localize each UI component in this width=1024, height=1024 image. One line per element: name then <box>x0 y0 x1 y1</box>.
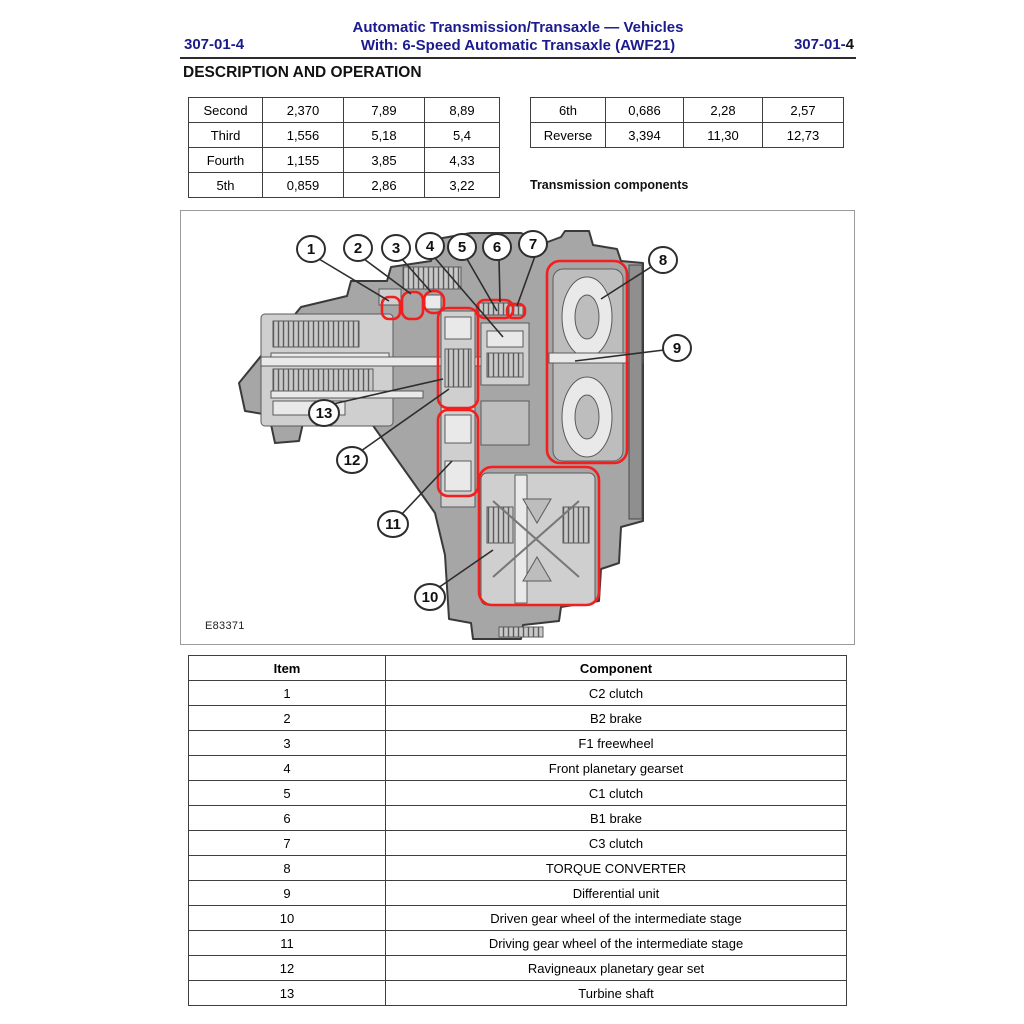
figure-id: E83371 <box>205 620 245 632</box>
table-cell: 0,859 <box>263 173 344 198</box>
callout-5 <box>448 234 476 260</box>
svg-text:12: 12 <box>343 452 361 469</box>
table-cell: 1,155 <box>263 148 344 173</box>
document-title <box>262 19 774 54</box>
table-cell: Reverse <box>531 123 606 148</box>
callout-9 <box>663 335 691 361</box>
table-cell: 2,57 <box>763 98 844 123</box>
svg-text:3: 3 <box>391 240 401 257</box>
table-cell: 8 <box>189 856 386 881</box>
figure-caption: Transmission components <box>530 178 689 192</box>
table-cell: Ravigneaux planetary gear set <box>386 956 847 981</box>
leader-6 <box>499 259 500 302</box>
svg-text:13: 13 <box>315 405 333 422</box>
table-row <box>189 881 847 906</box>
svg-text:10: 10 <box>421 589 439 606</box>
table-cell: 9 <box>189 881 386 906</box>
table-cell: 5,18 <box>344 123 425 148</box>
table-cell: Third <box>189 123 263 148</box>
svg-text:1: 1 <box>306 241 316 258</box>
callout-10 <box>415 584 445 610</box>
table-cell: 4 <box>189 756 386 781</box>
table-cell: Fourth <box>189 148 263 173</box>
figure-frame <box>180 210 855 645</box>
table-row <box>189 98 500 123</box>
table-row <box>189 706 847 731</box>
svg-text:4: 4 <box>425 238 435 255</box>
callout-12 <box>337 447 367 473</box>
table-cell: 2,370 <box>263 98 344 123</box>
svg-text:5: 5 <box>457 239 467 256</box>
table-row <box>189 806 847 831</box>
table-cell: B1 brake <box>386 806 847 831</box>
component-table-header-item: Item <box>189 656 386 681</box>
table-cell: Differential unit <box>386 881 847 906</box>
table-cell: Front planetary gearset <box>386 756 847 781</box>
callout-7 <box>519 231 547 257</box>
table-row <box>189 931 847 956</box>
table-cell: Driving gear wheel of the intermediate stage <box>386 931 847 956</box>
table-row <box>189 781 847 806</box>
svg-text:7: 7 <box>528 236 538 253</box>
table-cell: 1,556 <box>263 123 344 148</box>
table-cell: 2 <box>189 706 386 731</box>
table-cell: 10 <box>189 906 386 931</box>
transmission-diagram <box>181 211 856 646</box>
table-row <box>189 981 847 1006</box>
table-row <box>189 831 847 856</box>
table-row <box>189 173 500 198</box>
gear-ratio-table-left <box>188 97 500 198</box>
table-cell: Driven gear wheel of the intermediate stage <box>386 906 847 931</box>
table-cell: Second <box>189 98 263 123</box>
gear-ratio-table-right <box>530 97 844 148</box>
callout-3 <box>382 235 410 261</box>
table-row <box>189 856 847 881</box>
svg-text:6: 6 <box>492 239 502 256</box>
table-cell: 12 <box>189 956 386 981</box>
table-row <box>531 123 844 148</box>
table-cell: 11,30 <box>684 123 763 148</box>
table-cell: 0,686 <box>606 98 684 123</box>
table-cell: C3 clutch <box>386 831 847 856</box>
page-number-right-black: 4 <box>845 36 854 53</box>
table-cell: 7,89 <box>344 98 425 123</box>
page-number-right-blue: 307-01- <box>793 36 846 53</box>
table-row <box>531 98 844 123</box>
table-row <box>189 956 847 981</box>
component-table <box>188 655 847 1006</box>
table-cell: 5th <box>189 173 263 198</box>
document-title-line1: Automatic Transmission/Transaxle — Vehicles <box>352 19 684 36</box>
table-cell: 2,86 <box>344 173 425 198</box>
table-cell: 12,73 <box>763 123 844 148</box>
callout-6 <box>483 234 511 260</box>
table-row <box>189 148 500 173</box>
table-row <box>189 681 847 706</box>
component-table-header-row <box>189 656 847 681</box>
table-cell: C1 clutch <box>386 781 847 806</box>
table-cell: 2,28 <box>684 98 763 123</box>
svg-text:9: 9 <box>672 340 682 357</box>
table-row <box>189 123 500 148</box>
callout-4 <box>416 233 444 259</box>
section-heading: DESCRIPTION AND OPERATION <box>183 64 422 81</box>
callout-8 <box>649 247 677 273</box>
table-cell: 7 <box>189 831 386 856</box>
table-cell: 6th <box>531 98 606 123</box>
page-number-left: 307-01-4 <box>184 36 245 53</box>
table-cell: 8,89 <box>425 98 500 123</box>
page-number-right <box>794 36 854 53</box>
table-cell: 13 <box>189 981 386 1006</box>
table-cell: 3,22 <box>425 173 500 198</box>
table-cell: 3,85 <box>344 148 425 173</box>
header-rule <box>180 57 856 59</box>
table-row <box>189 906 847 931</box>
table-cell: 6 <box>189 806 386 831</box>
table-cell: 11 <box>189 931 386 956</box>
callout-11 <box>378 511 408 537</box>
table-cell: 3 <box>189 731 386 756</box>
table-cell: 1 <box>189 681 386 706</box>
table-cell: 3,394 <box>606 123 684 148</box>
svg-text:8: 8 <box>658 252 668 269</box>
table-row <box>189 731 847 756</box>
callout-1 <box>297 236 325 262</box>
table-cell: 5,4 <box>425 123 500 148</box>
svg-text:2: 2 <box>353 240 363 257</box>
table-cell: B2 brake <box>386 706 847 731</box>
table-cell: F1 freewheel <box>386 731 847 756</box>
svg-text:11: 11 <box>385 516 401 533</box>
table-cell: Turbine shaft <box>386 981 847 1006</box>
table-cell: C2 clutch <box>386 681 847 706</box>
table-cell: TORQUE CONVERTER <box>386 856 847 881</box>
callout-13 <box>309 400 339 426</box>
component-table-header-component: Component <box>386 656 847 681</box>
callout-2 <box>344 235 372 261</box>
document-title-line2: With: 6-Speed Automatic Transaxle (AWF21) <box>360 36 676 54</box>
table-row <box>189 756 847 781</box>
table-cell: 5 <box>189 781 386 806</box>
table-cell: 4,33 <box>425 148 500 173</box>
